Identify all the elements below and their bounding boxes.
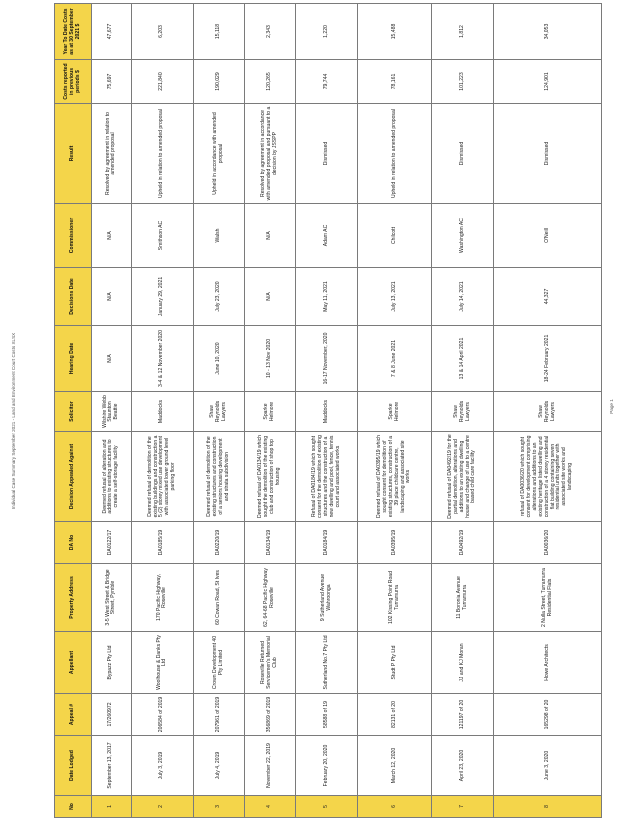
court-costs-table bbox=[54, 3, 602, 818]
table-cell: 3-4 & 12 November 2020 bbox=[131, 326, 193, 392]
table-cell: 6,203 bbox=[131, 4, 193, 60]
table-cell: 11 Boronia Avenue Turramurra bbox=[432, 564, 494, 632]
table-cell: 62, 64-68 Pacific Highway Roseville bbox=[245, 564, 296, 632]
table-body bbox=[92, 4, 602, 818]
table-cell: Adam AC bbox=[296, 204, 358, 268]
table-cell: Deemed refusal of alteration and additions to existing structures to create a self-storage facility bbox=[92, 432, 132, 522]
column-header: Hearing Date bbox=[55, 326, 92, 392]
column-header: Costs reported in previous periods $ bbox=[55, 60, 92, 104]
row-number-cell: 8 bbox=[494, 796, 602, 818]
table-cell: 170 Pacific Highway, Roseville bbox=[131, 564, 193, 632]
table-cell: 2,343 bbox=[245, 4, 296, 60]
table-cell: DA0395/19 bbox=[358, 522, 432, 564]
row-number-cell: 6 bbox=[358, 796, 432, 818]
table-cell: Deemed refusal of DA0134/19 which sought the demolition of the existing club and construction of shop top housing bbox=[245, 432, 296, 522]
table-cell: N/A bbox=[245, 204, 296, 268]
table-cell: Chilcott bbox=[358, 204, 432, 268]
table-cell: 190,029 bbox=[194, 60, 245, 104]
table-cell: 58588 of 19 bbox=[296, 694, 358, 736]
table-cell: 16-17 November, 2020 bbox=[296, 326, 358, 392]
table-cell: DA0036/20 bbox=[494, 522, 602, 564]
table-cell: JJ and KJ Moran bbox=[432, 632, 494, 694]
table-cell: N/A bbox=[92, 326, 132, 392]
table-cell: 356869 of 2019 bbox=[245, 694, 296, 736]
table-cell: September 13, 2017 bbox=[92, 736, 132, 796]
table-cell: 75,697 bbox=[92, 60, 132, 104]
row-number-cell: 2 bbox=[131, 796, 193, 818]
table-cell: Dismissed bbox=[494, 104, 602, 204]
table-cell: 13 & 14 April 2021 bbox=[432, 326, 494, 392]
column-header: Solicitor bbox=[55, 392, 92, 432]
table-cell: N/A bbox=[245, 268, 296, 326]
column-header: Result bbox=[55, 104, 92, 204]
table-cell: Dismissed bbox=[432, 104, 494, 204]
table-cell: Bypazz Pty Ltd bbox=[92, 632, 132, 694]
table-cell: 3-5 West Street & Bridge Street, Pymble bbox=[92, 564, 132, 632]
column-header: Year To Date Costs as at 30 September 2021 $ bbox=[55, 4, 92, 60]
table-cell: N/A bbox=[92, 204, 132, 268]
table-cell: Roseville Returned Servicemen's Memorial Club bbox=[245, 632, 296, 694]
row-number-cell: 7 bbox=[432, 796, 494, 818]
column-header: Decisions Date bbox=[55, 268, 92, 326]
table-cell: Shaw Reynolds Lawyers bbox=[432, 392, 494, 432]
table-cell: 82131 of 20 bbox=[358, 694, 432, 736]
running-header: Individual Case Summary September 2021 - Land and Environment Court Costs XLSX bbox=[11, 332, 16, 510]
row-number-cell: 4 bbox=[245, 796, 296, 818]
table-cell: 17/260972 bbox=[92, 694, 132, 736]
table-cell: June 10, 2020 bbox=[194, 326, 245, 392]
table-cell: 1,812 bbox=[432, 4, 494, 60]
table-cell: DA0220/19 bbox=[194, 522, 245, 564]
table-cell: July 4, 2019 bbox=[194, 736, 245, 796]
table-cell: Resolved by agreement in relation to amended proposal bbox=[92, 104, 132, 204]
row-number-cell: 5 bbox=[296, 796, 358, 818]
table-cell: January 29, 2021 bbox=[131, 268, 193, 326]
column-header: Commissioner bbox=[55, 204, 92, 268]
table-cell: Deemed refusal of demolition of the existing buildings and construction a 5 (2) storey mixed use development with associated lower ground level parking floor bbox=[131, 432, 193, 522]
table-cell: Resolved by agreement in accordance with amended proposal and pursuant to a decision by JSSPP bbox=[245, 104, 296, 204]
header-row bbox=[55, 4, 92, 818]
table-row bbox=[358, 4, 432, 818]
table-cell: February 20, 2020 bbox=[296, 736, 358, 796]
table-cell: N/A bbox=[92, 268, 132, 326]
table-row bbox=[245, 4, 296, 818]
table-cell: 102 Kissing Point Road Turramurra bbox=[358, 564, 432, 632]
table-cell: DA0185/19 bbox=[131, 522, 193, 564]
table-cell: Upheld in relation to amended proposal bbox=[131, 104, 193, 204]
table-cell: 10 - 13 Nov 2020 bbox=[245, 326, 296, 392]
table-cell: Upheld in relation to amended proposal bbox=[358, 104, 432, 204]
table-row bbox=[296, 4, 358, 818]
table-cell: Shaw Reynolds Lawyers bbox=[494, 392, 602, 432]
table-cell: DA0122/17 bbox=[92, 522, 132, 564]
table-cell: 2 Nulla Street, Turramurra Residential Flats bbox=[494, 564, 602, 632]
table-cell: Studt P Pty Ltd bbox=[358, 632, 432, 694]
rotated-page-content bbox=[54, 4, 602, 818]
table-cell: Crown Development 40 Pty Limited bbox=[194, 632, 245, 694]
table-cell: O'Neill bbox=[494, 204, 602, 268]
table-cell: 101,223 bbox=[432, 60, 494, 104]
table-cell: 18-24 February 2021 bbox=[494, 326, 602, 392]
table-cell: 120,265 bbox=[245, 60, 296, 104]
table-cell: 206584 of 2019 bbox=[131, 694, 193, 736]
page-number: Page 1 bbox=[608, 399, 614, 414]
table-row bbox=[494, 4, 602, 818]
table-cell: refusal of DA0036/20 which sought consent for development comprising alterations and additions to an existing heritage listed dwelling and construction of a 4 storey residential flat building containing seven residential units together with associated site works and landscaping bbox=[494, 432, 602, 522]
table-cell: 44,327 bbox=[494, 268, 602, 326]
table-cell: DA0134/19 bbox=[245, 522, 296, 564]
table-cell: March 12, 2020 bbox=[358, 736, 432, 796]
column-header: Decision Appealed Against bbox=[55, 432, 92, 522]
table-cell: July 3, 2019 bbox=[131, 736, 193, 796]
table-cell: 15,488 bbox=[358, 4, 432, 60]
table-cell: 121197 of 20 bbox=[432, 694, 494, 736]
column-header: No bbox=[55, 796, 92, 818]
table-cell: Shaw Reynolds Lawyers bbox=[194, 392, 245, 432]
table-cell: 221,840 bbox=[131, 60, 193, 104]
table-cell: 60 Cowan Road, St Ives bbox=[194, 564, 245, 632]
table-row bbox=[432, 4, 494, 818]
table-cell: 1,220 bbox=[296, 4, 358, 60]
row-number-cell: 3 bbox=[194, 796, 245, 818]
table-cell: Walsh bbox=[194, 204, 245, 268]
row-number-cell: 1 bbox=[92, 796, 132, 818]
table-cell: 207961 of 2019 bbox=[194, 694, 245, 736]
table-cell: 78,161 bbox=[358, 60, 432, 104]
table-cell: Washington AC bbox=[432, 204, 494, 268]
table-cell: Upheld in accordance with amended proposal bbox=[194, 104, 245, 204]
column-header: Property Address bbox=[55, 564, 92, 632]
table-cell: DA0492/19 bbox=[432, 522, 494, 564]
table-cell: Maddocks bbox=[131, 392, 193, 432]
table-cell: 34,053 bbox=[494, 4, 602, 60]
table-cell: 47,677 bbox=[92, 4, 132, 60]
table-cell: 9 Sutherland Avenue Wahroonga bbox=[296, 564, 358, 632]
table-cell: 15,118 bbox=[194, 4, 245, 60]
table-cell: Refusal of DA0184/19 which sought consent for the demolition of existing structures and the construction of a new dwelling and pool, fence, tennis court and associated works bbox=[296, 432, 358, 522]
table-cell: Woolhouse & Danks Pty Ltd bbox=[131, 632, 193, 694]
column-header: Date Lodged bbox=[55, 736, 92, 796]
table-cell: Howe Architects bbox=[494, 632, 602, 694]
table-cell: July 13, 2021 bbox=[358, 268, 432, 326]
table-cell: 7 & 8 June 2021 bbox=[358, 326, 432, 392]
table-cell: May 11, 2021 bbox=[296, 268, 358, 326]
table-cell: Dismissed bbox=[296, 104, 358, 204]
column-header: Appeal # bbox=[55, 694, 92, 736]
column-header: Appellant bbox=[55, 632, 92, 694]
table-cell: 124,901 bbox=[494, 60, 602, 104]
table-cell: Sutherland No.7 Pty Ltd bbox=[296, 632, 358, 694]
table-cell: Sparke Helmore bbox=[358, 392, 432, 432]
table-cell: April 23, 2020 bbox=[432, 736, 494, 796]
table-cell: June 3, 2020 bbox=[494, 736, 602, 796]
table-cell: November 22, 2019 bbox=[245, 736, 296, 796]
table-cell: Maddocks bbox=[296, 392, 358, 432]
table-cell: 79,744 bbox=[296, 60, 358, 104]
column-header: DA No bbox=[55, 522, 92, 564]
table-cell: July 14, 2021 bbox=[432, 268, 494, 326]
table-cell: DA0184/19 bbox=[296, 522, 358, 564]
table-cell: Sparke Helmore bbox=[245, 392, 296, 432]
table-row bbox=[131, 4, 193, 818]
table-cell: 165298 of 20 bbox=[494, 694, 602, 736]
table-cell: Smithson AC bbox=[131, 204, 193, 268]
table-cell: July 23, 2020 bbox=[194, 268, 245, 326]
table-cell: Deemed refusal of DA0395/19 which sought consent for demolition of existing structures, construction of a 39 place childcare centre, landscaping and associated site works bbox=[358, 432, 432, 522]
table-cell: Deemed refusal of demolition of the existing structures and construction of a seniors housing development and strata subdivision bbox=[194, 432, 245, 522]
table-row bbox=[194, 4, 245, 818]
table-row bbox=[92, 4, 132, 818]
table-cell: Deemed refusal of DA0492/19 for the partial demolition, alterations and additions to an existing dwelling house and change of use to a centre based child care facility bbox=[432, 432, 494, 522]
table-cell: Wilshire Webb Staunton Beattie bbox=[92, 392, 132, 432]
